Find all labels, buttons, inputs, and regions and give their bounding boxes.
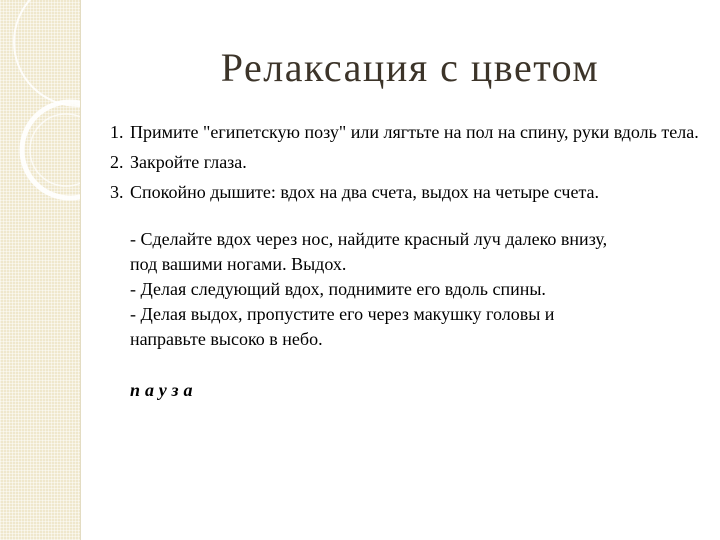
step-number: 2. bbox=[110, 152, 124, 172]
decorative-circles bbox=[0, 0, 80, 540]
sub-instruction-line: под вашими ногами. Выдох. bbox=[130, 254, 347, 274]
sub-instruction-line: - Делая следующий вдох, поднимите его вдоль спины. bbox=[130, 279, 546, 299]
step-text: Примите "египетскую позу" или лягтьте на пол на спину, руки вдоль тела. bbox=[130, 122, 699, 142]
sub-instruction-line: - Сделайте вдох через нос, найдите красный луч далеко внизу, bbox=[130, 229, 608, 249]
sub-instruction-line: направьте высоко в небо. bbox=[130, 329, 323, 349]
decorative-side-band bbox=[0, 0, 80, 540]
pause-label: пауза bbox=[130, 380, 198, 400]
step-text: Закройте глаза. bbox=[130, 152, 247, 172]
slide-title: Релаксация с цветом bbox=[220, 45, 600, 90]
step-number: 1. bbox=[110, 122, 124, 142]
slide-body bbox=[110, 120, 705, 403]
step-1 bbox=[110, 120, 705, 145]
band-divider bbox=[80, 0, 81, 540]
step-3 bbox=[110, 180, 705, 205]
step-text: Спокойно дышите: вдох на два счета, выдох на четыре счета. bbox=[130, 182, 600, 202]
step-number: 3. bbox=[110, 182, 124, 202]
sub-instructions bbox=[110, 227, 705, 352]
step-2 bbox=[110, 150, 705, 175]
sub-instruction-line: - Делая выдох, пропустите его через макушку головы и bbox=[130, 304, 555, 324]
